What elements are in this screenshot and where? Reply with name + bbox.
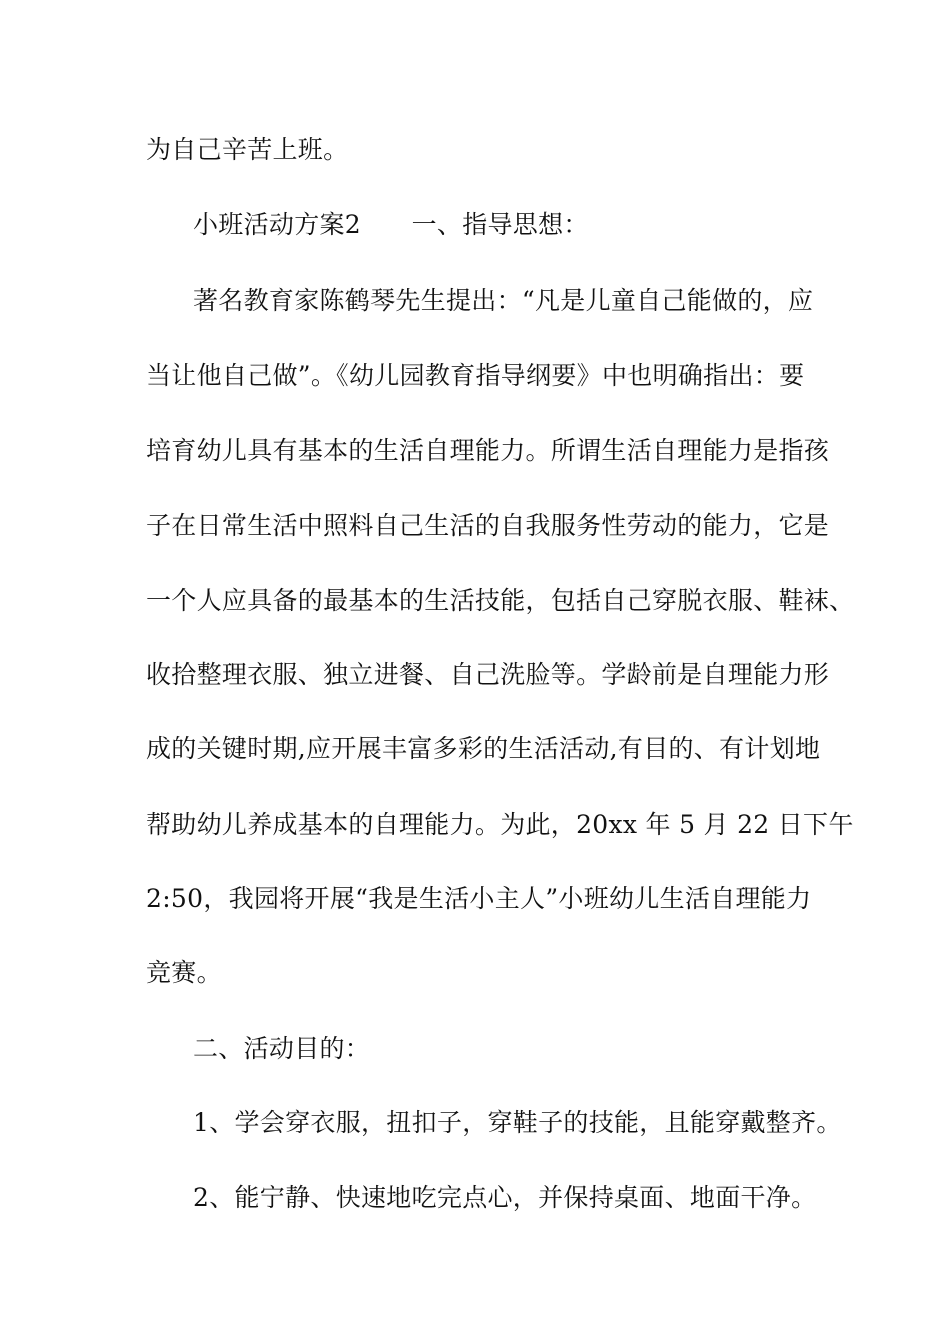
paragraph-line: 竞赛。 [146,958,222,987]
paragraph-line: 当让他自己做”。《幼儿园教育指导纲要》中也明确指出：要 [146,361,805,390]
paragraph-line: 为自己辛苦上班。 [146,135,349,164]
list-item: 2、能宁静、快速地吃完点心，并保持桌面、地面干净。 [193,1183,817,1212]
list-item: 1、学会穿衣服，扭扣子，穿鞋子的技能，且能穿戴整齐。 [193,1108,842,1137]
paragraph-line: 成的关键时期,应开展丰富多彩的生活活动,有目的、有计划地 [146,734,821,763]
section-heading: 二、活动目的： [193,1034,371,1063]
paragraph-line: 著名教育家陈鹤琴先生提出：“凡是儿童自己能做的，应 [193,286,814,315]
section-heading: 小班活动方案2 一、指导思想： [193,210,589,239]
paragraph-line: 子在日常生活中照料自己生活的自我服务性劳动的能力，它是 [146,511,830,540]
paragraph-line: 2:50，我园将开展“我是生活小主人”小班幼儿生活自理能力 [146,884,812,913]
paragraph-line: 收拾整理衣服、独立进餐、自己洗脸等。学龄前是自理能力形 [146,660,830,689]
paragraph-line: 帮助幼儿养成基本的自理能力。为此，20xx 年 5 月 22 日下午 [146,810,854,839]
paragraph-line: 培育幼儿具有基本的生活自理能力。所谓生活自理能力是指孩 [146,436,830,465]
paragraph-line: 一个人应具备的最基本的生活技能，包括自己穿脱衣服、鞋袜、 [146,586,855,615]
